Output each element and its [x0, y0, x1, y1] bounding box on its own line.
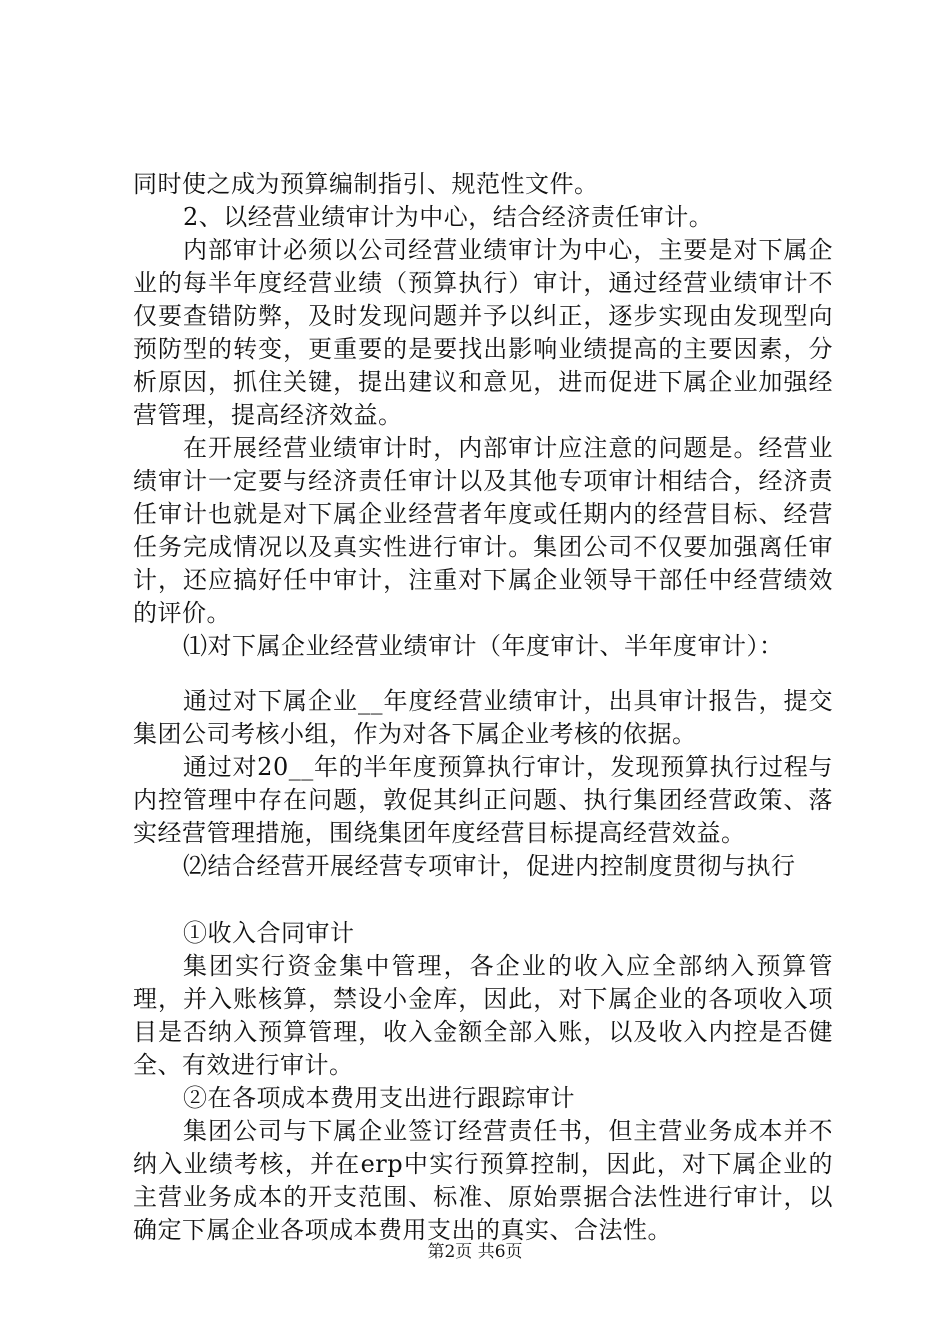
paragraph: 在开展经营业绩审计时，内部审计应注意的问题是。经营业绩审计一定要与经济责任审计以及其他专项审计相结合，经济责任审计也就是对下属企业经营者年度或任期内的经营目标、经营任务完成情况以及真实性进行审计。集团公司不仅要加强离任审计，还应搞好任中审计，注重对下属企业领导干部任中经营绩效的评价。: [133, 434, 833, 627]
paragraph: 集团实行资金集中管理，各企业的收入应全部纳入预算管理，并入账核算，禁设小金库，因此，对下属企业的各项收入项目是否纳入预算管理，收入金额全部入账，以及收入内控是否健全、有效进行审计。: [133, 952, 833, 1079]
subsection-heading-2: ⑵结合经营开展经营专项审计，促进内控制度贯彻与执行: [183, 852, 796, 880]
paragraph-continuation: 同时使之成为预算编制指引、规范性文件。: [133, 170, 599, 198]
paragraph: 通过对20__年的半年度预算执行审计，发现预算执行过程与内控管理中存在问题，敦促其纠正问题、执行集团经营政策、落实经营管理措施，围绕集团年度经营目标提高经营效益。: [133, 753, 833, 847]
section-heading-2: 2、以经营业绩审计为中心，结合经济责任审计。: [183, 203, 714, 231]
item-heading-1: ①收入合同审计: [183, 919, 355, 947]
subsection-heading-1: ⑴对下属企业经营业绩审计（年度审计、半年度审计）：: [183, 632, 784, 660]
paragraph: 通过对下属企业__年度经营业绩审计，出具审计报告，提交集团公司考核小组，作为对各下属企业考核的依据。: [133, 687, 833, 748]
item-heading-2: ②在各项成本费用支出进行跟踪审计: [183, 1084, 575, 1112]
paragraph: 内部审计必须以公司经营业绩审计为中心，主要是对下属企业的每半年度经营业绩（预算执行）审计，通过经营业绩审计不仅要查错防弊，及时发现问题并予以纠正，逐步实现由发现型向预防型的转变，更重要的是要找出影响业绩提高的主要因素，分析原因，抓住关键，提出建议和意见，进而促进下属企业加强经营管理，提高经济效益。: [133, 236, 833, 429]
page-footer: 第2页 共6页: [427, 1242, 523, 1262]
document-body: [133, 168, 833, 1247]
paragraph: 集团公司与下属企业签订经营责任书，但主营业务成本并不纳入业绩考核，并在erp中实行预算控制，因此，对下属企业的主营业务成本的开支范围、标准、原始票据合法性进行审计，以确定下属企业各项成本费用支出的真实、合法性。: [133, 1117, 833, 1244]
